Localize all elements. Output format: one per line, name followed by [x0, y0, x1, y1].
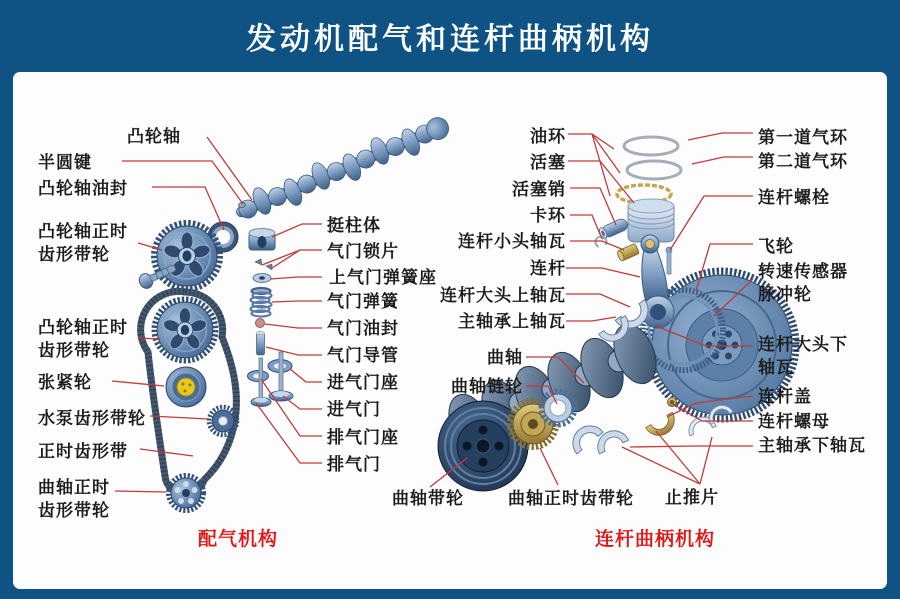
intake-valve-art: [269, 352, 293, 401]
crank-timing-pulley-art: [169, 476, 204, 511]
rod-bolt-art: [666, 247, 672, 274]
label-tappet: 挺柱体: [327, 216, 381, 236]
label-piston-pin: 活塞销: [512, 180, 566, 200]
cam-timing-pulley-upper-art: [154, 223, 220, 289]
label-main-bearing-lower-shell: 主轴承下轴瓦: [758, 436, 866, 456]
page-title: 发动机配气和连杆曲柄机构: [246, 22, 654, 57]
tensioner-art: [166, 367, 206, 407]
label-piston: 活塞: [530, 153, 566, 173]
label-thrust-plate: 止推片: [665, 488, 719, 508]
tappet-art: [249, 229, 275, 251]
camshaft-art: [231, 110, 454, 229]
label-main-bearing-upper-shell: 主轴承上轴瓦: [458, 312, 566, 332]
caption-crank-mechanism: 连杆曲柄机构: [595, 528, 716, 550]
label-camshaft: 凸轮轴: [127, 127, 181, 147]
label-flywheel: 飞轮: [758, 237, 794, 257]
label-cam-timing-pulley-upper: 凸轮轴正时 齿形带轮: [38, 222, 128, 265]
label-tensioner-pulley: 张紧轮: [38, 373, 92, 393]
second-gas-ring-art: [627, 161, 681, 179]
label-exhaust-valve: 排气门: [327, 455, 381, 475]
label-valve-spring: 气门弹簧: [327, 292, 399, 312]
illustration-valve-train: [137, 110, 454, 511]
label-crankshaft: 曲轴: [487, 348, 523, 368]
valve-oil-seal-art: [256, 319, 265, 328]
first-gas-ring-art: [624, 137, 678, 155]
upper-spring-seat-art: [253, 274, 271, 283]
small-end-bearing-art: [616, 243, 639, 261]
label-crank-sprocket: 曲轴链轮: [451, 377, 523, 397]
cam-timing-pulley-lower-art: [154, 299, 215, 360]
label-upper-valve-spring-seat: 上气门弹簧座: [329, 268, 437, 288]
label-valve-lock: 气门锁片: [327, 242, 399, 262]
exhaust-valve-seat-art: [248, 371, 269, 382]
label-intake-valve-seat: 进气门座: [327, 373, 399, 393]
crank-pulley-art: [438, 401, 528, 491]
label-speed-sensor-pulse-wheel: 转速传感器 脉冲轮: [758, 262, 848, 305]
label-water-pump-pulley: 水泵齿形带轮: [38, 409, 146, 429]
label-valve-oil-seal: 气门油封: [327, 319, 399, 339]
label-oil-ring: 油环: [530, 127, 566, 147]
rod-cap-art: [646, 412, 680, 441]
label-exhaust-valve-seat: 排气门座: [327, 428, 399, 448]
label-rod-big-end-upper-bearing: 连杆大头上轴瓦: [440, 286, 566, 306]
valve-spring-art: [251, 288, 272, 317]
label-rod-big-end-lower-bearing: 连杆大头下 轴瓦: [758, 335, 848, 378]
label-timing-belt: 正时齿形带: [38, 442, 128, 462]
label-rod-small-end-bearing: 连杆小头轴瓦: [458, 232, 566, 252]
label-snap-ring: 卡环: [530, 206, 566, 226]
label-connecting-rod: 连杆: [530, 259, 566, 279]
label-cam-timing-pulley-lower: 凸轮轴正时 齿形带轮: [38, 318, 128, 361]
label-first-gas-ring: 第一道气环: [758, 128, 848, 148]
label-camshaft-oil-seal: 凸轮轴油封: [38, 179, 128, 199]
valve-guide-art: [257, 331, 265, 355]
illustration-crank-mechanism: [438, 137, 796, 491]
label-intake-valve: 进气门: [327, 400, 381, 420]
label-rod-bolt: 连杆螺栓: [758, 188, 830, 208]
label-crank-timing-pulley: 曲轴正时 齿形带轮: [38, 478, 110, 521]
label-half-round-key: 半圆键: [38, 153, 92, 173]
label-valve-guide: 气门导管: [327, 346, 399, 366]
label-rod-cap: 连杆盖: [758, 387, 812, 407]
caption-valve-mechanism: 配气机构: [198, 528, 279, 550]
label-rod-nut: 连杆螺母: [758, 412, 830, 432]
label-crank-pulley: 曲轴带轮: [392, 489, 464, 509]
label-second-gas-ring: 第二道气环: [758, 152, 848, 172]
label-crank-timing-gear: 曲轴正时齿带轮: [508, 489, 634, 509]
